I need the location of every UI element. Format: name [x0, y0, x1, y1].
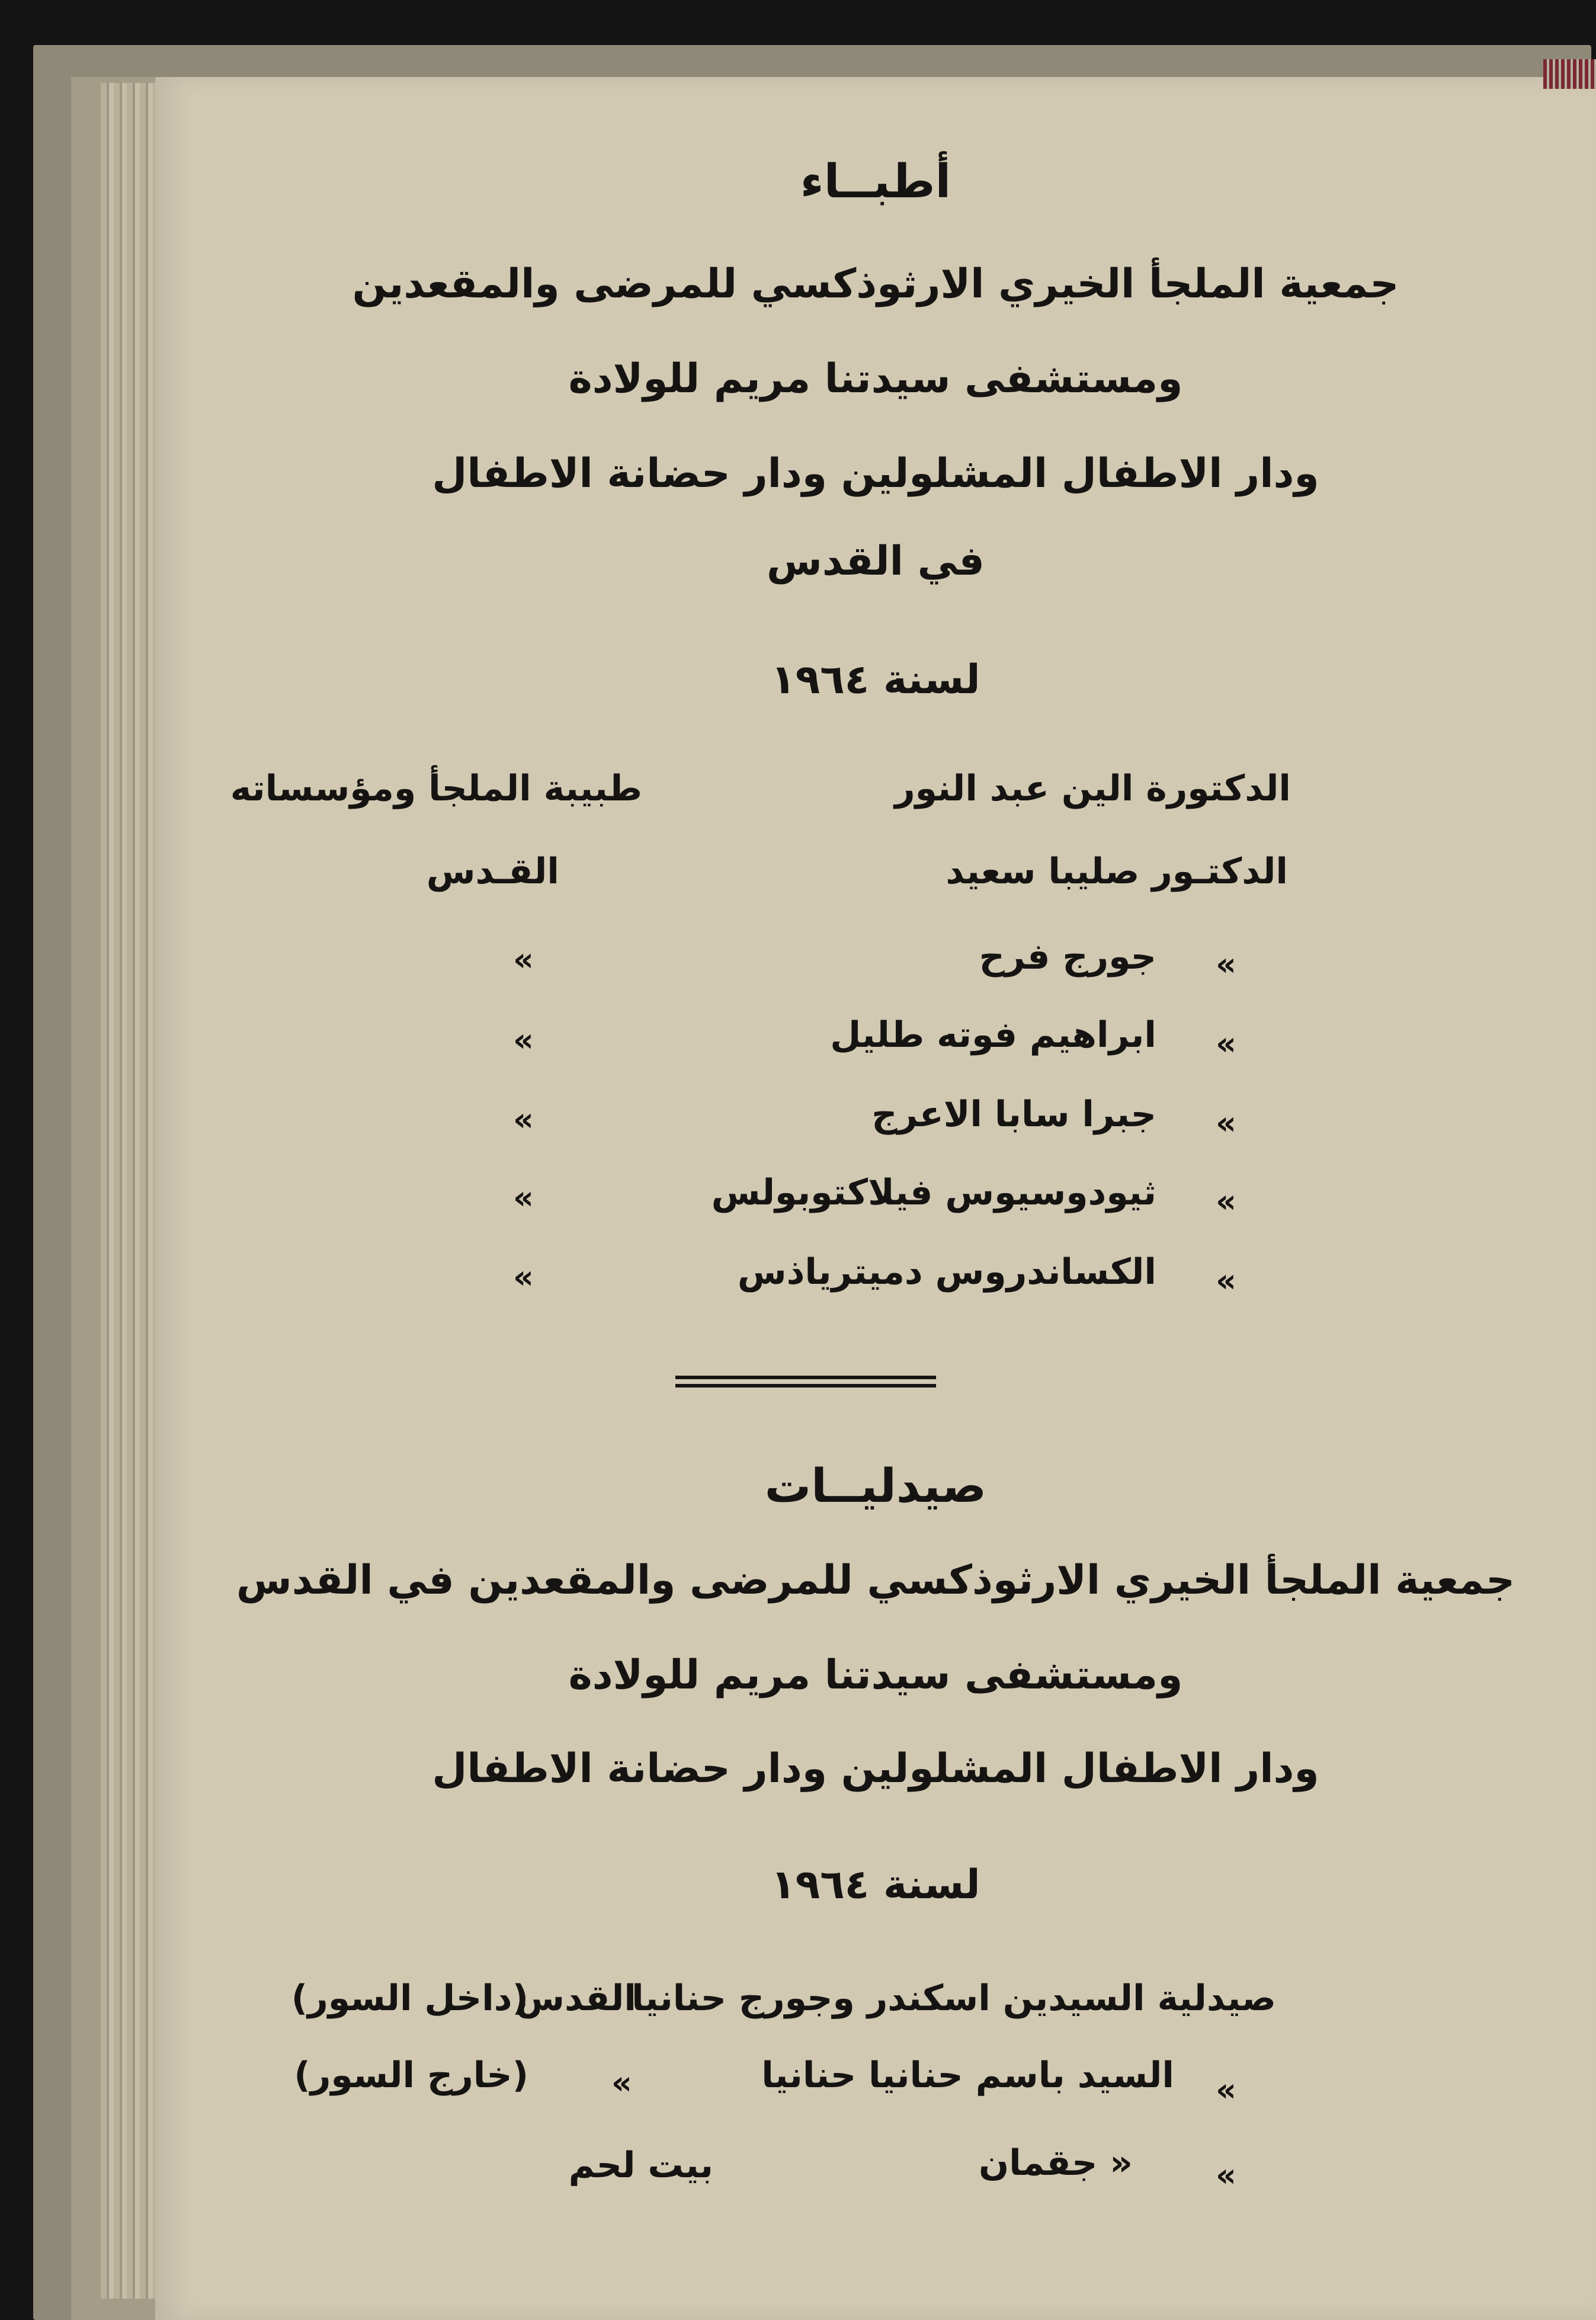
ditto-mark: « — [1216, 1262, 1236, 1299]
pharmacy-name-3: « جقمان — [978, 2142, 1133, 2184]
doctor-role-2: القـدس — [426, 851, 559, 892]
doctor-name-5: جبرا سابا الاعرج — [871, 1094, 1156, 1135]
ditto-mark: « — [1216, 2071, 1236, 2108]
pharmacies-heading: صيدليــات — [764, 1460, 987, 1513]
doctor-name-6: ثيودوسيوس فيلاكتوبولس — [711, 1172, 1156, 1213]
doctor-name-1: الدكتورة الين عبد النور — [895, 768, 1291, 809]
ditto-mark: « — [1216, 1104, 1236, 1142]
pharmacies-line-3: ودار الاطفال المشلولين ودار حضانة الاطفال — [432, 1745, 1319, 1792]
doctor-name-7: الكساندروس دميترياذس — [737, 1251, 1156, 1293]
ditto-mark: « — [611, 2064, 632, 2101]
doctors-line-4: في القدس — [767, 538, 985, 585]
pharmacy-note-2: (خارج السور) — [294, 2055, 528, 2096]
pharmacies-line-1: جمعية الملجأ الخيري الارثوذكسي للمرضى والمقعدين في القدس — [236, 1557, 1515, 1604]
doctor-name-2: الدكتـور صليبا سعيد — [946, 851, 1288, 892]
pharmacy-city-1: القدس — [515, 1978, 636, 2019]
doctor-role-1: طبيبة الملجأ ومؤسساته — [230, 768, 642, 809]
pharmacy-name-2: السيد باسم حنانيا حنانيا — [761, 2055, 1174, 2096]
ditto-mark: « — [513, 1021, 534, 1059]
doctors-heading: أطبــاء — [800, 155, 951, 209]
ditto-mark: « — [513, 1101, 534, 1138]
divider-rule-bottom — [675, 1384, 936, 1387]
doctors-line-3: ودار الاطفال المشلولين ودار حضانة الاطفال — [432, 450, 1319, 497]
doctors-line-2: ومستشفى سيدتنا مريم للولادة — [568, 355, 1183, 402]
ditto-mark: « — [513, 941, 534, 978]
bookmark-ribbon — [1543, 59, 1596, 89]
doctors-line-1: جمعية الملجأ الخيري الارثوذكسي للمرضى والمقعدين — [352, 261, 1399, 307]
pharmacy-name-1: صيدلية السيدين اسكندر وجورج حنانيا — [632, 1978, 1276, 2019]
pharmacy-note-1: (داخل السور) — [291, 1978, 528, 2019]
ditto-mark: « — [513, 1258, 534, 1296]
pharmacy-note-3: بيت لحم — [568, 2145, 713, 2186]
ditto-mark: « — [1216, 1025, 1236, 1062]
pharmacies-line-2: ومستشفى سيدتنا مريم للولادة — [568, 1652, 1183, 1699]
ditto-mark: « — [1216, 946, 1236, 983]
pharmacies-year: لسنة ١٩٦٤ — [771, 1861, 980, 1908]
ditto-mark: « — [1216, 2156, 1236, 2194]
doctor-name-3: جورج فرح — [979, 936, 1156, 978]
ditto-mark: « — [1216, 1183, 1236, 1220]
ditto-mark: « — [513, 1179, 534, 1216]
doctors-year: لسنة ١٩٦٤ — [771, 656, 980, 703]
divider-rule-top — [675, 1376, 936, 1379]
doctor-name-4: ابراهيم فوته طليل — [830, 1014, 1156, 1056]
